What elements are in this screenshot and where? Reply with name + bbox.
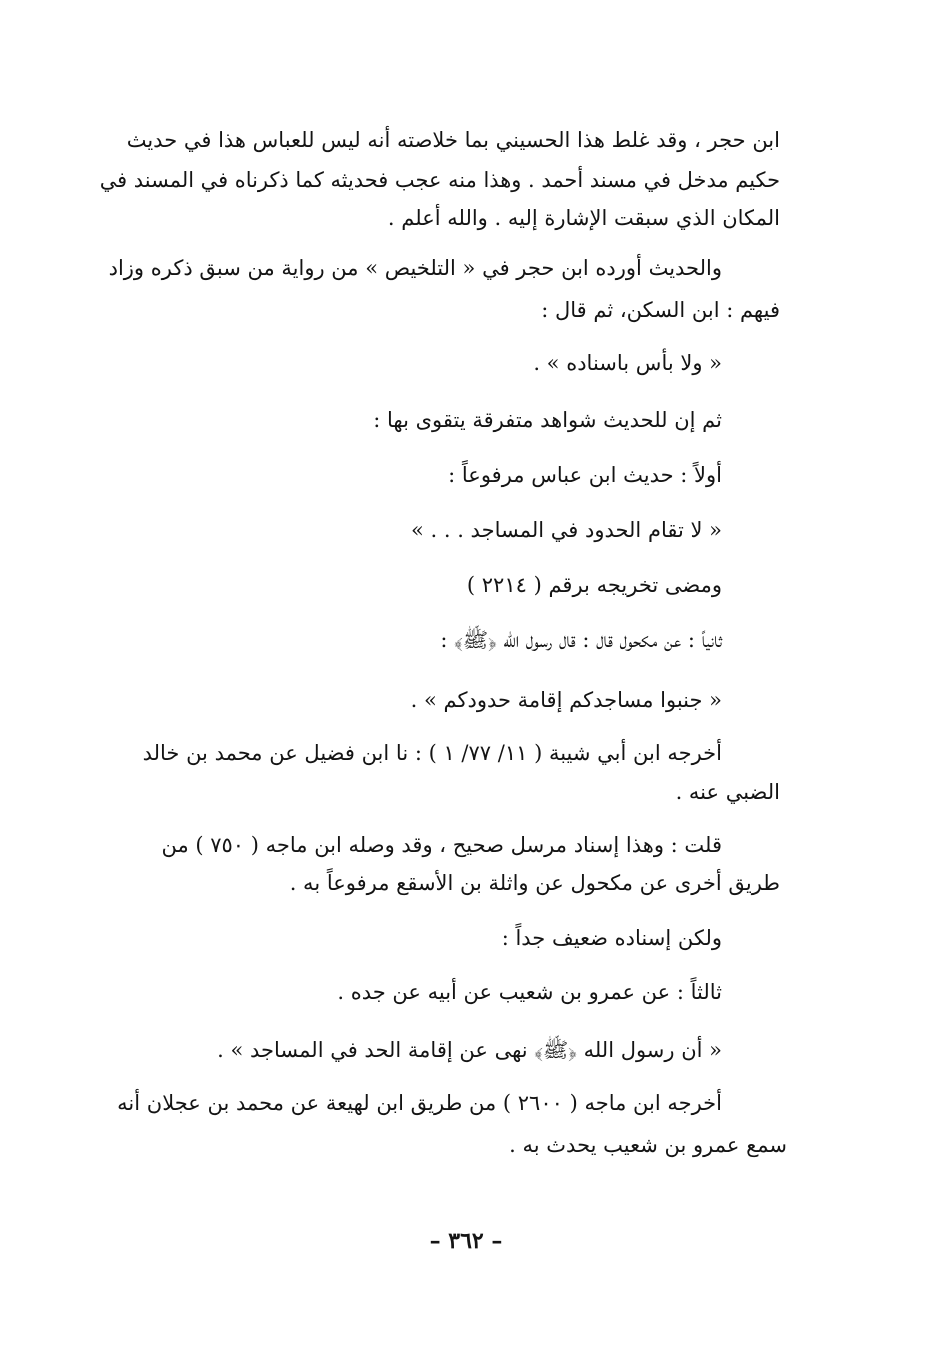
text-line: ثالثاً : عن عمرو بن شعيب عن أبيه عن جده . <box>337 980 722 1004</box>
text-line: أخرجه ابن أبي شيبة ( ١١/ ٧٧/ ١ ) : نا ابن فضيل عن محمد بن خالد <box>142 741 722 765</box>
page-number: – ٣٦٢ – <box>429 1228 503 1254</box>
text-line: المكان الذي سبقت الإشارة إليه . والله أعلم . <box>387 206 780 230</box>
text-line: والحديث أورده ابن حجر في « التلخيص » من رواية من سبق ذكره وزاد <box>108 256 722 280</box>
text-line: حكيم مدخل في مسند أحمد . وهذا منه عجب فحديثه كما ذكرناه في المسند في <box>99 168 780 192</box>
text-line: ولكن إسناده ضعيف جداً : <box>501 926 722 950</box>
text-line: ثانياً : عن مكحول قال : قال رسول الله ﴿ﷺ﴾ : <box>440 628 722 652</box>
text-line: فيهم : ابن السكن، ثم قال : <box>541 298 780 322</box>
text-line: ثم إن للحديث شواهد متفرقة يتقوى بها : <box>373 408 722 432</box>
text-line: قلت : وهذا إسناد مرسل صحيح ، وقد وصله ابن ماجه ( ٧٥٠ ) من <box>161 833 722 857</box>
text-line: سمع عمرو بن شعيب يحدث به . <box>509 1133 787 1157</box>
text-line: أولاً : حديث ابن عباس مرفوعاً : <box>448 463 722 487</box>
text-line: « جنبوا مساجدكم إقامة حدودكم » . <box>410 688 722 712</box>
text-line: طريق أخرى عن مكحول عن واثلة بن الأسقع مرفوعاً به . <box>289 871 780 895</box>
text-line: ومضى تخريجه برقم ( ٢٢١٤ ) <box>466 573 722 597</box>
text-line: « لا تقام الحدود في المساجد . . . » <box>410 518 722 542</box>
text-line: الضبي عنه . <box>675 780 780 804</box>
text-line: ابن حجر ، وقد غلط هذا الحسيني بما خلاصته أنه ليس للعباس هذا في حديث <box>126 128 780 152</box>
text-line: « أن رسول الله ﴿ﷺ﴾ نهى عن إقامة الحد في المساجد » . <box>217 1038 722 1062</box>
text-line: « ولا بأس باسناده » . <box>533 351 722 375</box>
text-line: أخرجه ابن ماجه ( ٢٦٠٠ ) من طريق ابن لهيعة عن محمد بن عجلان أنه <box>117 1091 722 1115</box>
